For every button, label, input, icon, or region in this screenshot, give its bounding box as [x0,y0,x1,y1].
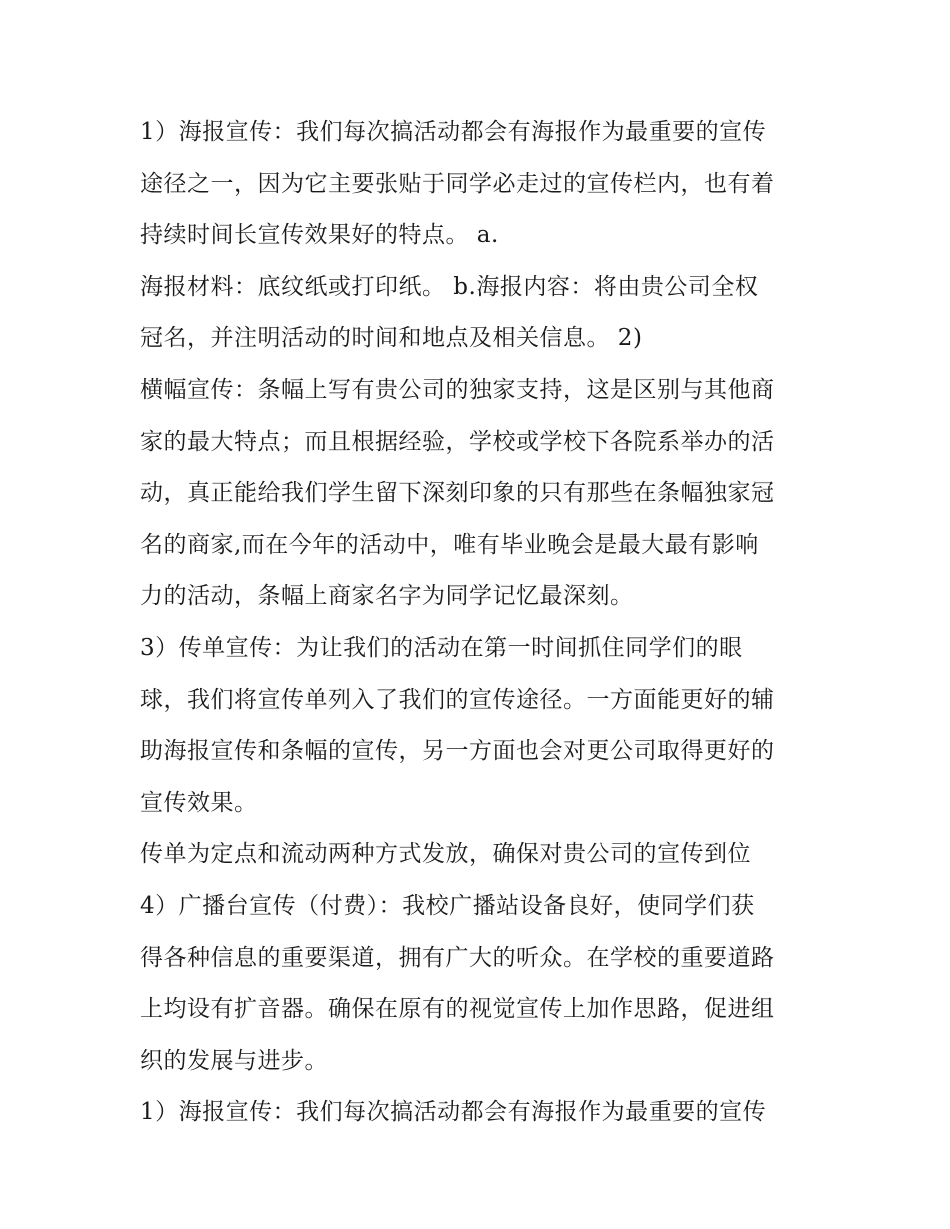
text-line: 冠名，并注明活动的时间和地点及相关信息。 2) [140,325,643,352]
text-line: 持续时间长宣传效果好的特点。 a. [140,222,499,249]
text-line: 得各种信息的重要渠道，拥有广大的听众。在学校的重要道路 [140,944,775,971]
text-line: 途径之一，因为它主要张贴于同学必走过的宣传栏内，也有着 [140,170,775,197]
text-line: 力的活动，条幅上商家名字为同学记忆最深刻。 [140,583,634,610]
document-body [140,107,830,1139]
text-line: 球，我们将宣传单列入了我们的宣传途径。一方面能更好的辅 [140,686,775,713]
text-line: 1）海报宣传：我们每次搞活动都会有海报作为最重要的宣传 [140,119,767,145]
text-line: 3）传单宣传：为让我们的活动在第一时间抓住同学们的眼 [140,634,743,661]
text-line: 动，真正能给我们学生留下深刻印象的只有那些在条幅独家冠 [140,480,775,507]
text-line: 助海报宣传和条幅的宣传，另一方面也会对更公司取得更好的 [140,738,775,765]
text-line: 宣传效果。 [140,789,258,816]
text-line: 海报材料：底纹纸或打印纸。 b.海报内容：将由贵公司全权 [140,273,759,300]
text-line: 上均设有扩音器。确保在原有的视觉宣传上加作思路，促进组 [140,996,775,1023]
text-line: 家的最大特点；而且根据经验，学校或学校下各院系举办的活 [140,428,775,455]
text-line: 织的发展与进步。 [140,1047,328,1074]
text-line: 1）海报宣传：我们每次搞活动都会有海报作为最重要的宣传 [140,1099,767,1126]
text-line: 4）广播台宣传（付费）：我校广播站设备良好，使同学们获 [140,892,755,919]
text-line: 横幅宣传：条幅上写有贵公司的独家支持，这是区别与其他商 [140,376,775,403]
text-line: 名的商家,而在今年的活动中，唯有毕业晚会是最大最有影响 [140,531,759,558]
text-line: 传单为定点和流动两种方式发放，确保对贵公司的宣传到位 [140,841,751,868]
